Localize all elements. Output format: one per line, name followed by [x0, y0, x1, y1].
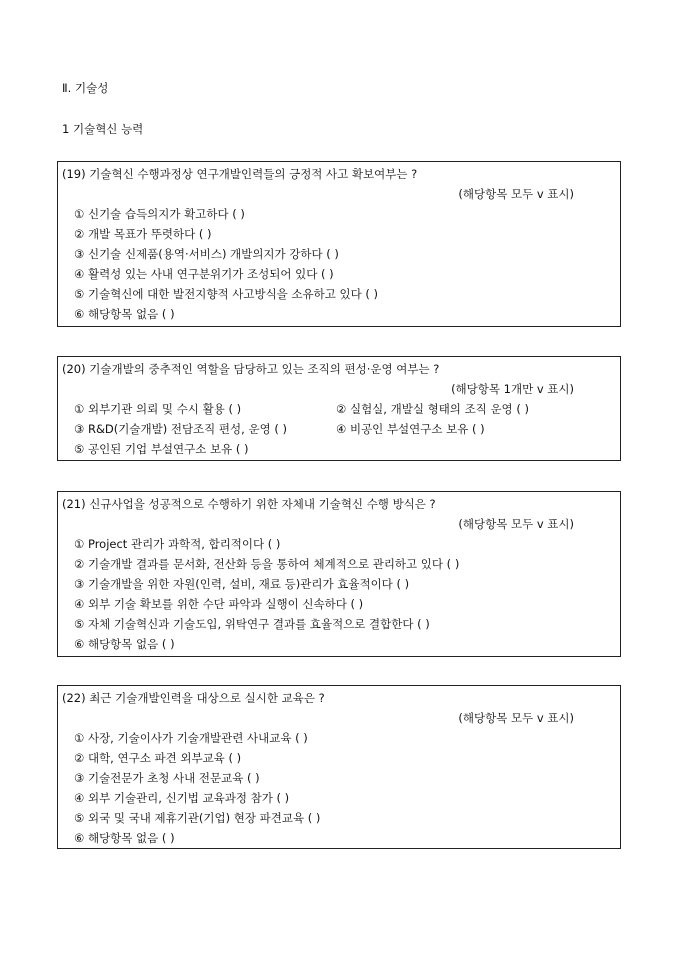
q19-option-4[interactable]: ④ 활력성 있는 사내 연구분위기가 조성되어 있다 ( ) [74, 267, 334, 281]
subsection-title: 1 기술혁신 능력 [62, 122, 144, 136]
q21-option-2[interactable]: ② 기술개발 결과를 문서화, 전산화 등을 통하여 체계적으로 관리하고 있다 ( ) [74, 557, 460, 571]
question-19-note: (해당항목 모두 v 표시) [458, 187, 574, 201]
q19-option-2[interactable]: ② 개발 목표가 뚜렷하다 ( ) [74, 227, 212, 241]
question-21-text: (21) 신규사업을 성공적으로 수행하기 위한 자체내 기술혁신 수행 방식은 ? [62, 497, 436, 511]
question-19-text: (19) 기술혁신 수행과정상 연구개발인력들의 긍정적 사고 확보여부는 ? [62, 167, 418, 181]
q21-option-5[interactable]: ⑤ 자체 기술혁신과 기술도입, 위탁연구 결과를 효율적으로 결합한다 ( ) [74, 617, 430, 631]
question-21-note: (해당항목 모두 v 표시) [458, 517, 574, 531]
question-20-note: (해당항목 1개만 v 표시) [451, 382, 574, 396]
q22-option-2[interactable]: ② 대학, 연구소 파견 외부교육 ( ) [74, 751, 242, 765]
question-19-box [57, 161, 621, 327]
q19-option-5[interactable]: ⑤ 기술혁신에 대한 발전지향적 사고방식을 소유하고 있다 ( ) [74, 287, 379, 301]
q22-option-3[interactable]: ③ 기술전문가 초청 사내 전문교육 ( ) [74, 771, 260, 785]
q20-option-2[interactable]: ② 실험실, 개발실 형태의 조직 운영 ( ) [336, 402, 529, 416]
question-21-box [57, 491, 621, 657]
q20-option-row [62, 439, 614, 459]
q19-option-6[interactable]: ⑥ 해당항목 없음 ( ) [74, 307, 175, 321]
q20-option-5[interactable]: ⑤ 공인된 기업 부설연구소 보유 ( ) [74, 442, 249, 456]
section-title: Ⅱ. 기술성 [62, 81, 109, 95]
question-20-box [57, 356, 621, 461]
q21-option-3[interactable]: ③ 기술개발을 위한 자원(인력, 설비, 재료 등)관리가 효율적이다 ( ) [74, 577, 410, 591]
question-20-text: (20) 기술개발의 중추적인 역할을 담당하고 있는 조직의 편성·운영 여부는 ? [62, 362, 440, 376]
q22-option-1[interactable]: ① 사장, 기술이사가 기술개발관련 사내교육 ( ) [74, 731, 308, 745]
q21-option-1[interactable]: ① Project 관리가 과학적, 합리적이다 ( ) [74, 537, 281, 551]
q20-option-4[interactable]: ④ 비공인 부설연구소 보유 ( ) [336, 422, 485, 436]
q20-option-3[interactable]: ③ R&D(기술개발) 전담조직 편성, 운영 ( ) [74, 422, 287, 436]
q20-option-1[interactable]: ① 외부기관 의뢰 및 수시 활용 ( ) [74, 402, 242, 416]
q22-option-5[interactable]: ⑤ 외국 및 국내 제휴기관(기업) 현장 파견교육 ( ) [74, 811, 321, 825]
q21-option-4[interactable]: ④ 외부 기술 확보를 위한 수단 파악과 실행이 신속하다 ( ) [74, 597, 364, 611]
q20-option-row [62, 399, 614, 419]
q19-option-3[interactable]: ③ 신기술 신제품(용역·서비스) 개발의지가 강하다 ( ) [74, 247, 339, 261]
question-22-box [57, 685, 621, 849]
q22-option-4[interactable]: ④ 외부 기술관리, 신기법 교육과정 참가 ( ) [74, 791, 290, 805]
question-22-text: (22) 최근 기술개발인력을 대상으로 실시한 교육은 ? [62, 691, 325, 705]
q21-option-6[interactable]: ⑥ 해당항목 없음 ( ) [74, 637, 175, 651]
q22-option-6[interactable]: ⑥ 해당항목 없음 ( ) [74, 831, 175, 845]
question-22-note: (해당항목 모두 v 표시) [458, 711, 574, 725]
q19-option-1[interactable]: ① 신기술 습득의지가 확고하다 ( ) [74, 207, 245, 221]
q20-option-row [62, 419, 614, 439]
